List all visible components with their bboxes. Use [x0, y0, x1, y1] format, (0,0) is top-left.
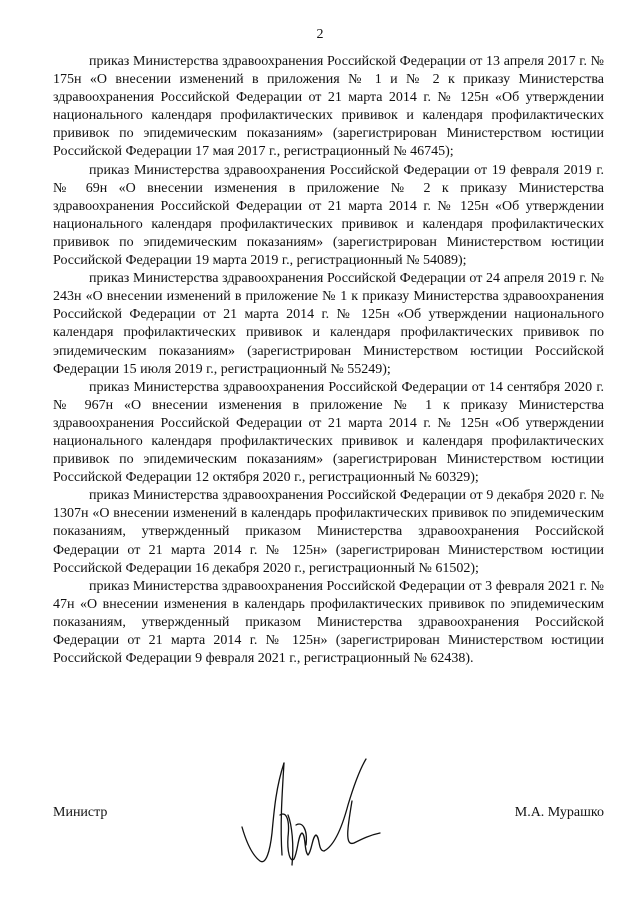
- list-item: приказ Министерства здравоохранения Российской Федерации от 24 апреля 2019 г. № 243н «О внесении изменений в приложение № 1 к приказу Министерства здравоохранения Российской Федерации от 21 марта 2014 г. № 125н «Об утверждении национального календаря профилактических прививок и календаря профилактических прививок по эпидемическим показаниям» (зарегистрирован Министерством юстиции Российской Федерации 15 июля 2019 г., регистрационный № 55249);: [53, 271, 604, 377]
- document-body: [53, 53, 604, 668]
- page-number: 2: [316, 27, 324, 42]
- signer-name: М.А. Мурашко: [514, 805, 604, 820]
- handwritten-signature: [236, 755, 386, 875]
- list-item: приказ Министерства здравоохранения Российской Федерации от 19 февраля 2019 г. № 69н «О внесении изменения в приложение № 2 к приказу Министерства здравоохранения Российской Федерации от 21 марта 2014 г. № 125н «Об утверждении национального календаря профилактических прививок и календаря профилактических прививок по эпидемическим показаниям» (зарегистрирован Министерством юстиции Российской Федерации 19 марта 2019 г., регистрационный № 54089);: [53, 162, 604, 269]
- list-item: приказ Министерства здравоохранения Российской Федерации от 3 февраля 2021 г. № 47н «О внесении изменения в календарь профилактических прививок по эпидемическим показаниям, утвержденный приказом Министерства здравоохранения Российской Федерации от 21 марта 2014 г. № 125н» (зарегистрирован Министерством юстиции Российской Федерации 9 февраля 2021 г., регистрационный № 62438).: [53, 578, 604, 667]
- signer-title: Министр: [53, 805, 108, 820]
- list-item: приказ Министерства здравоохранения Российской Федерации от 14 сентября 2020 г. № 967н «О внесении изменения в приложение № 1 к приказу Министерства здравоохранения Российской Федерации от 21 марта 2014 г. № 125н «Об утверждении национального календаря профилактических прививок и календаря профилактических прививок по эпидемическим показаниям» (зарегистрирован Министерством юстиции Российской Федерации 12 октября 2020 г., регистрационный № 60329);: [53, 379, 604, 486]
- list-item: приказ Министерства здравоохранения Российской Федерации от 9 декабря 2020 г. № 1307н «О внесении изменений в календарь профилактических прививок по эпидемическим показаниям, утвержденный приказом Министерства здравоохранения Российской Федерации от 21 марта 2014 г. № 125н» (зарегистрирован Министерством юстиции Российской Федерации 16 декабря 2020 г., регистрационный № 61502);: [53, 488, 604, 576]
- list-item: приказ Министерства здравоохранения Российской Федерации от 13 апреля 2017 г. № 175н «О внесении изменений в приложения № 1 и № 2 к приказу Министерства здравоохранения Российской Федерации от 21 марта 2014 г. № 125н «Об утверждении национального календаря профилактических прививок и календаря профилактических прививок по эпидемическим показаниям» (зарегистрирован Министерством юстиции Российской Федерации 17 мая 2017 г., регистрационный № 46745);: [53, 54, 604, 160]
